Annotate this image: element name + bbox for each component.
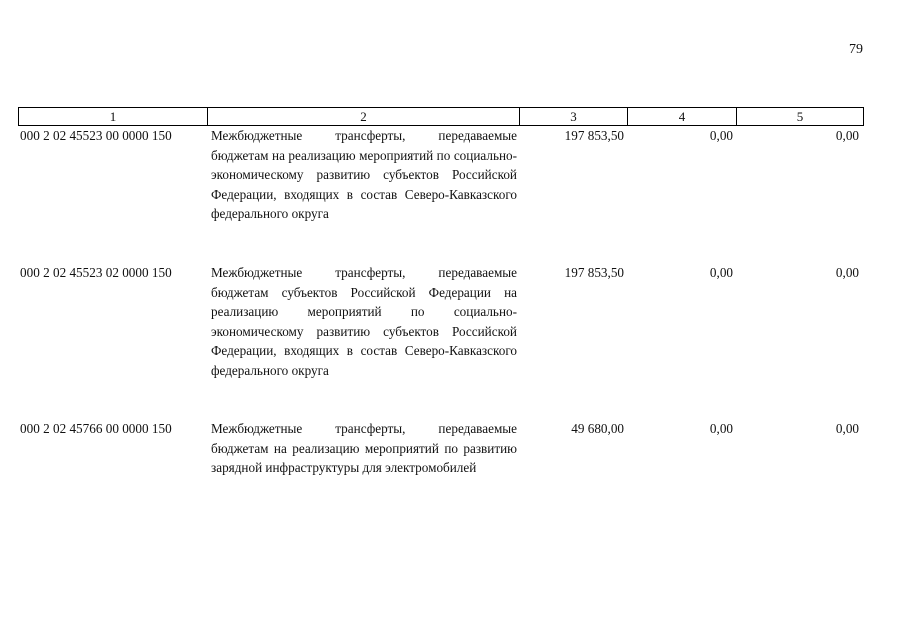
value-col-3: 197 853,50 <box>564 265 624 280</box>
column-header-table <box>18 107 864 126</box>
value-col-3: 197 853,50 <box>564 128 624 143</box>
budget-code: 000 2 02 45523 02 0000 150 <box>20 265 172 280</box>
value-col-5: 0,00 <box>835 128 859 143</box>
column-header-3: 3 <box>520 108 628 126</box>
budget-code: 000 2 02 45523 00 0000 150 <box>20 128 172 143</box>
row-description: Межбюджетные трансферты, передаваемые бюджетам на реализацию мероприятий по социально-экономическому развитию субъектов Российской Федерации, входящих в состав Северо-Кавказского федерального округа <box>211 128 517 221</box>
value-col-5: 0,00 <box>835 265 859 280</box>
row-description: Межбюджетные трансферты, передаваемые бюджетам на реализацию мероприятий по развитию зарядной инфраструктуры для электромобилей <box>211 421 517 475</box>
row-description: Межбюджетные трансферты, передаваемые бюджетам субъектов Российской Федерации на реализацию мероприятий по социально-экономическому развитию субъектов Российской Федерации, входящих в состав Северо-Кавказского федерального округа <box>211 265 517 378</box>
value-col-4: 0,00 <box>709 421 733 436</box>
budget-code: 000 2 02 45766 00 0000 150 <box>20 421 172 436</box>
value-col-3: 49 680,00 <box>571 421 624 436</box>
value-col-4: 0,00 <box>709 128 733 143</box>
page-number: 79 <box>849 42 863 57</box>
value-col-5: 0,00 <box>835 421 859 436</box>
column-header-1: 1 <box>19 108 208 126</box>
column-header-4: 4 <box>628 108 737 126</box>
value-col-4: 0,00 <box>709 265 733 280</box>
column-header-row <box>19 108 864 126</box>
column-header-5: 5 <box>737 108 864 126</box>
column-header-2: 2 <box>208 108 520 126</box>
